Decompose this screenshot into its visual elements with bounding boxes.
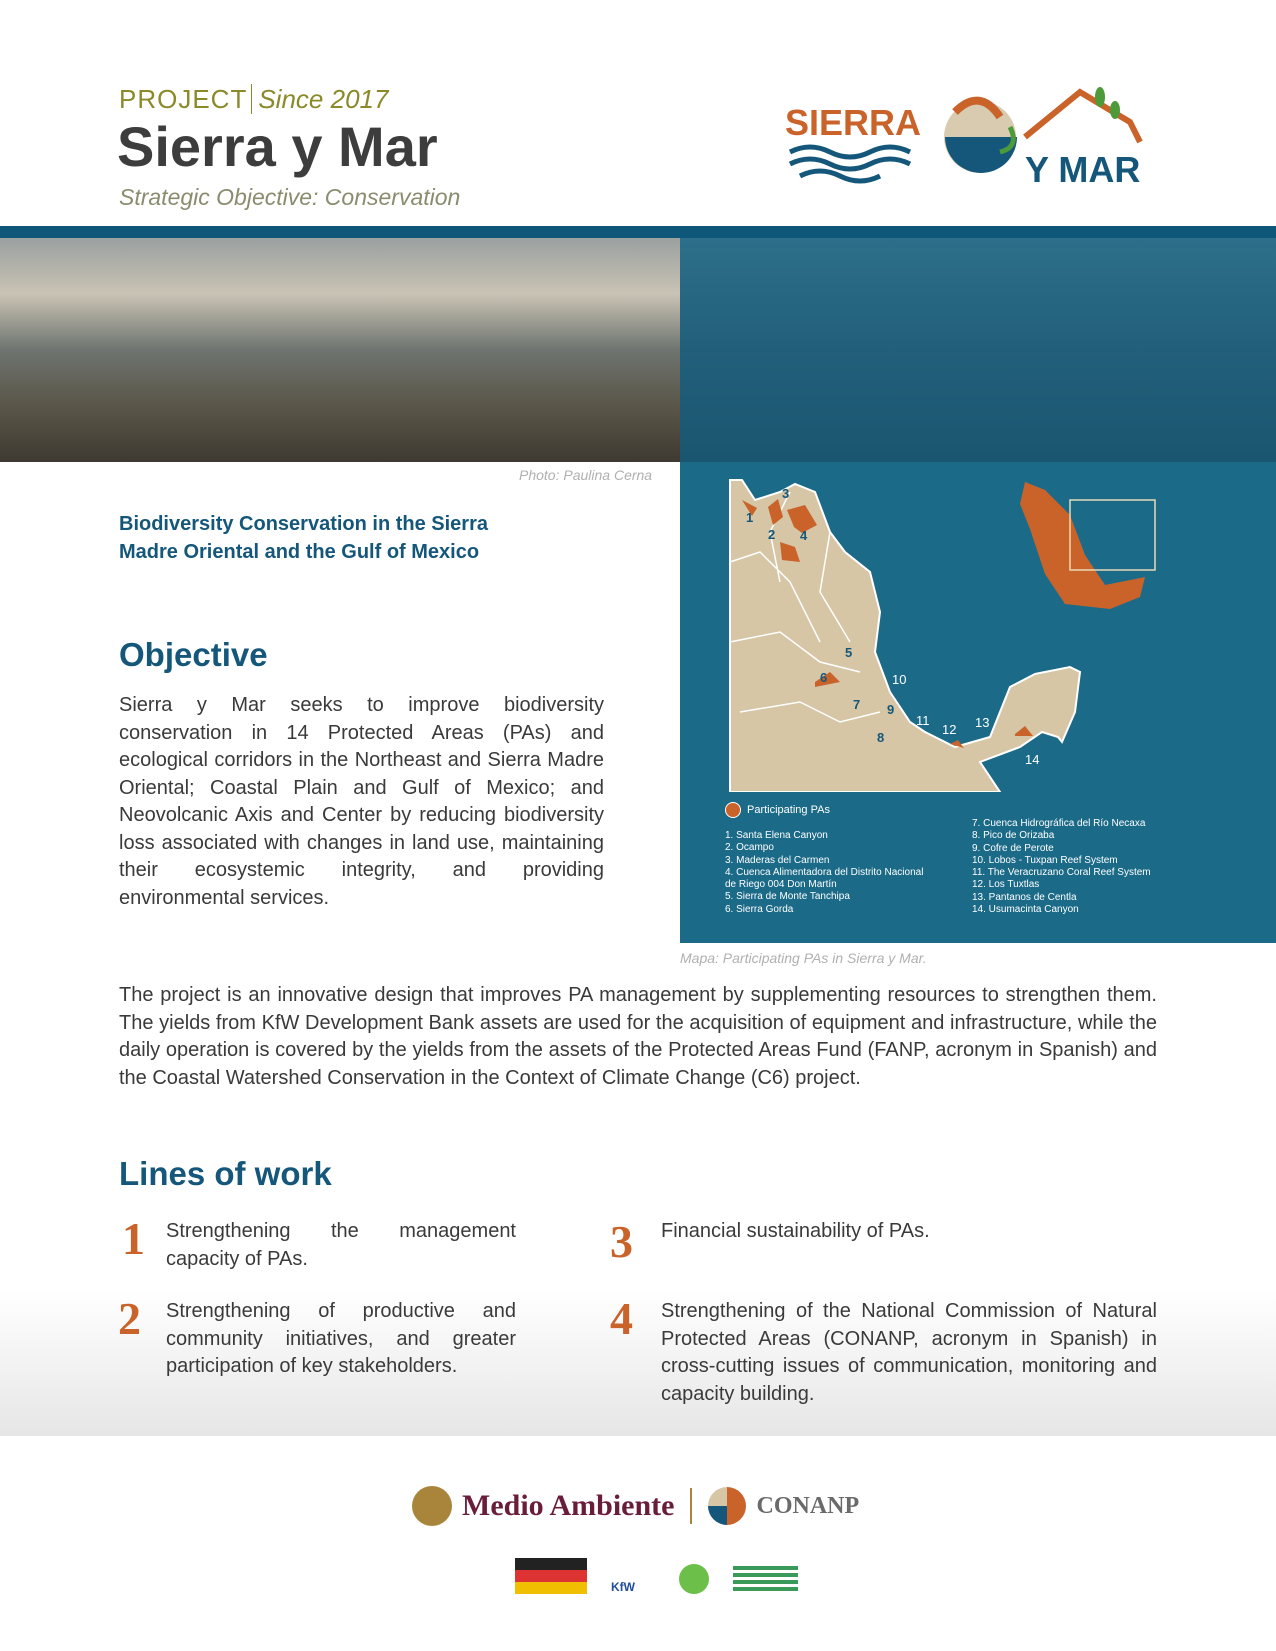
kfw-logo: KfW [611, 1580, 635, 1594]
map-label-1: 1 [746, 510, 754, 525]
map-label-5: 5 [845, 645, 853, 660]
page-subtitle: Strategic Objective: Conservation [119, 184, 461, 210]
line-item-2: Strengthening of productive and community initiatives, and greater participation of key stakeholders. [166, 1300, 516, 1377]
since-label: Since 2017 [251, 84, 388, 114]
pa-item: 7. Cuenca Hidrográfica del Río Necaxa [972, 818, 1146, 829]
pa-map [680, 462, 1276, 792]
svg-text:SIERRA: SIERRA [785, 102, 922, 143]
project-text: The project is an innovative design that improves PA management by supplementing resources to strengthen them. The yields from KfW Development Bank assets are used for the acquisition of equipment and infrastructure, while the daily operation is covered by the yields from the assets of the Protected Areas Fund (FANP, acronym in Spanish) and the Coastal Watershed Conservation in the Context of Climate Change (C6) project. [119, 984, 1157, 1089]
line-item-4: Strengthening of the National Commission of Natural Protected Areas (CONANP, acronym in Spanish) in cross-cutting issues of communication, monitoring and capacity building. [661, 1300, 1157, 1405]
line-number-2: 2 [118, 1293, 141, 1344]
map-label-6: 6 [820, 670, 828, 685]
map-label-3: 3 [782, 486, 790, 501]
pa-item: 1. Santa Elena Canyon [725, 830, 828, 841]
map-label-10: 10 [892, 672, 907, 687]
photo-caption: Photo: Paulina Cerna [519, 467, 653, 483]
map-label-4: 4 [800, 528, 808, 543]
map-caption: Mapa: Participating PAs in Sierra y Mar. [680, 950, 927, 966]
mexico-inset [1020, 482, 1145, 609]
pa-item: 14. Usumacinta Canyon [972, 904, 1079, 916]
pa-item: 3. Maderas del Carmen [725, 854, 830, 866]
mountain-photo [0, 238, 680, 462]
sierra-y-mar-logo [780, 82, 1160, 192]
pa-item: 5. Sierra de Monte Tanchipa [725, 891, 850, 903]
map-panel [680, 462, 1276, 943]
map-label-7: 7 [853, 697, 861, 712]
header-bar [0, 226, 1276, 238]
pa-item: 11. The Veracruzano Coral Reef System [972, 867, 1151, 879]
map-label-12: 12 [942, 722, 957, 737]
pa-item: 6. Sierra Gorda [725, 903, 794, 915]
map-label-11: 11 [916, 713, 930, 728]
pa-item: 4. Cuenca Alimentadora del Distrito Nacional de Riego 004 Don Martín [725, 866, 924, 891]
svg-text:Y MAR: Y MAR [1025, 149, 1141, 190]
logo-divider [690, 1488, 692, 1524]
map-label-13: 13 [975, 715, 990, 730]
map-label-8: 8 [877, 730, 885, 745]
map-label-14: 14 [1025, 752, 1040, 767]
line-number-4: 4 [610, 1293, 633, 1344]
footer-logos-top [412, 1486, 859, 1526]
conanp-logo: CONANP [756, 1492, 860, 1519]
objective-heading: Objective [119, 636, 268, 673]
map-legend-key [725, 802, 830, 818]
pa-item: 9. Cofre de Perote [972, 842, 1054, 854]
pa-list-right [972, 818, 1262, 916]
pa-item: 10. Lobos - Tuxpan Reef System [972, 854, 1118, 866]
map-label-9: 9 [887, 702, 895, 717]
cooperacion-alemana-logo [515, 1558, 587, 1594]
pa-item: 8. Pico de Orizaba [972, 830, 1055, 842]
fmcn-logo [733, 1566, 798, 1594]
pa-list-left [725, 830, 925, 916]
line-number-3: 3 [610, 1216, 633, 1267]
objective-text: Sierra y Mar seeks to improve biodiversity conservation in 14 Protected Areas (PAs) and ecological corridors in the Northeast and Sierra Madre Oriental; Coastal Plain and Gulf of Mexico; and Neovolcanic Axis and Center by reducing biodiversity loss associated with changes in land use, maintaining their ecosystemic integrity, and providing environmental services. [119, 694, 604, 909]
footer-logos-bottom [515, 1558, 798, 1594]
pa-item: 13. Pantanos de Centla [972, 891, 1077, 903]
map-label-2: 2 [768, 527, 776, 542]
medio-ambiente-emblem-icon [412, 1486, 452, 1526]
mountain-photo-overlay [680, 238, 1276, 462]
pa-item: 12. Los Tuxtlas [972, 879, 1040, 891]
line-item-1: Strengthening the management capacity of PAs. [166, 1220, 516, 1270]
project-kicker [119, 84, 388, 115]
legend-title: Participating PAs [747, 804, 830, 816]
lines-of-work-heading: Lines of work [119, 1155, 332, 1192]
medio-ambiente-logo: Medio Ambiente [462, 1489, 675, 1522]
kicker-label: PROJECT [119, 84, 248, 114]
fmcn-emblem-icon [679, 1564, 709, 1594]
pa-dot-icon [725, 802, 741, 818]
pa-item: 2. Ocampo [725, 842, 774, 854]
page-title: Sierra y Mar [117, 115, 438, 178]
intro-heading: Biodiversity Conservation in the Sierra Madre Oriental and the Gulf of Mexico [119, 513, 488, 563]
line-item-3: Financial sustainability of PAs. [661, 1220, 930, 1242]
line-number-1: 1 [122, 1213, 145, 1264]
conanp-emblem-icon [708, 1487, 746, 1525]
